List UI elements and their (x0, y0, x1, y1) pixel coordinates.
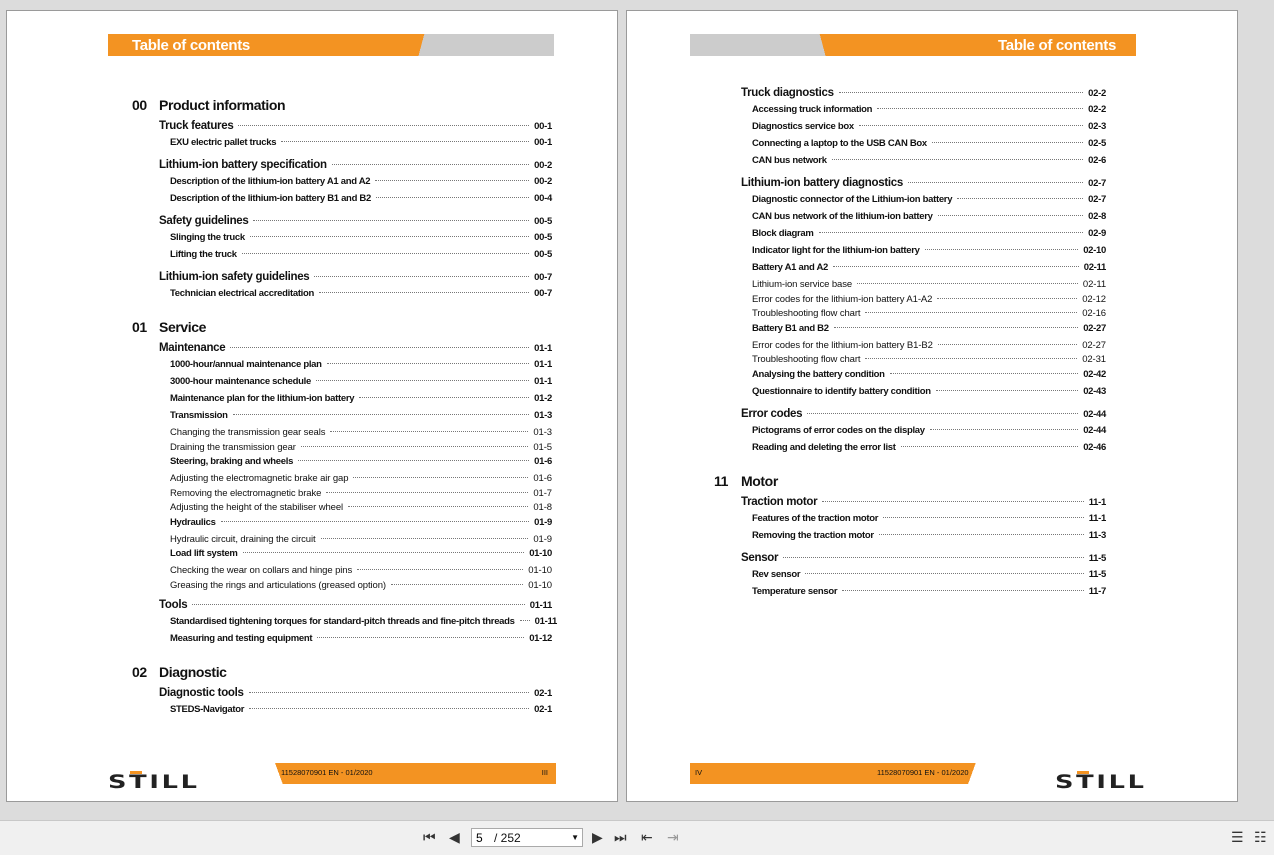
toc-entry-page: 02-44 (1083, 424, 1106, 436)
toc-entry-page: 00-4 (534, 193, 552, 204)
next-page-icon[interactable]: ▶ (592, 829, 603, 845)
dot-leader (221, 521, 530, 522)
toc-entry (752, 262, 1106, 279)
toc-entry-title: Truck features (159, 120, 234, 132)
toc-entry-page: 02-1 (534, 704, 552, 715)
toc-entry-page: 02-11 (1082, 279, 1106, 290)
toc-entry-page: 01-10 (529, 548, 552, 559)
dot-leader (783, 557, 1084, 558)
toc-entry-title: Questionnaire to identify battery condition (752, 385, 931, 397)
toc-section (159, 342, 552, 359)
toc-entry-title: Temperature sensor (752, 585, 838, 597)
toc-entry-title: Safety guidelines (159, 215, 249, 227)
still-logo: STILL (1055, 771, 1147, 793)
toc-section (159, 120, 552, 137)
toc-entry-page: 02-5 (1088, 138, 1106, 149)
dot-leader (819, 232, 1084, 233)
toc-entry (170, 288, 552, 305)
toc-entry-title: Removing the electromagnetic brake (170, 487, 322, 499)
toc-entry-page: 11-1 (1088, 512, 1106, 524)
toc-entry (752, 386, 1106, 403)
toc-entry-page: 01-12 (529, 633, 552, 644)
toc-section (741, 496, 1106, 513)
toc-entry-page: 02-42 (1083, 368, 1106, 380)
chapter-number: 01 (132, 319, 147, 335)
table-of-contents (714, 87, 1106, 603)
toc-entry-page: 02-11 (1083, 262, 1106, 273)
toc-section (159, 215, 552, 232)
page-header-title: Table of contents (998, 37, 1116, 54)
toc-entry (752, 121, 1106, 138)
toc-section (741, 408, 1106, 425)
toc-entry-page: 00-5 (534, 216, 552, 227)
toc-entry (752, 138, 1106, 155)
toc-entry (170, 137, 552, 154)
dot-leader (938, 215, 1084, 216)
toc-entry-title: 3000-hour maintenance schedule (170, 376, 311, 387)
toc-entry-title: Diagnostics service box (752, 121, 854, 132)
toc-entry-title: Error codes (741, 407, 803, 420)
page-selector[interactable] (471, 828, 583, 847)
toc-entry-title: Description of the lithium-ion battery B1 and B2 (170, 193, 371, 204)
toc-section (159, 271, 552, 288)
dot-leader (249, 692, 530, 693)
dot-leader (321, 538, 529, 539)
toc-entry-page: 00-1 (534, 137, 552, 148)
toc-entry-page: 01-3 (534, 410, 552, 421)
dot-leader (832, 159, 1083, 160)
last-page-icon[interactable]: ⏭ (614, 829, 627, 845)
toc-entry (170, 249, 552, 266)
dot-leader (250, 236, 529, 237)
toc-entry-page: 01-5 (533, 441, 552, 453)
toc-entry-page: 01-1 (534, 343, 552, 354)
dot-leader (807, 413, 1078, 414)
back-view-icon[interactable]: ⇤ (641, 829, 653, 845)
dot-leader (805, 573, 1083, 574)
dot-leader (375, 180, 529, 181)
toc-entry-title: Slinging the truck (170, 232, 245, 243)
forward-view-icon[interactable]: ⇥ (667, 829, 679, 845)
toc-entry (170, 548, 552, 565)
chapter-title: Service (159, 319, 207, 335)
toc-entry-title: Maintenance plan for the lithium-ion battery (170, 393, 355, 404)
toc-entry-page: 01-10 (528, 565, 552, 576)
toc-entry (752, 245, 1106, 262)
footer-page-number: IV (695, 768, 703, 777)
dot-leader (859, 125, 1083, 126)
toc-entry-page: 02-31 (1082, 354, 1106, 365)
toc-entry (752, 513, 1106, 530)
previous-page-icon[interactable]: ◀ (449, 829, 460, 845)
chapter-title: Motor (741, 472, 778, 489)
dot-leader (937, 298, 1077, 299)
toc-entry-title: Reading and deleting the error list (752, 441, 896, 453)
dot-leader (883, 517, 1084, 518)
toc-entry (170, 393, 552, 410)
toc-entry (752, 340, 1106, 355)
dot-leader (314, 276, 529, 277)
toc-entry-page: 00-1 (534, 121, 552, 132)
toc-entry (752, 228, 1106, 245)
toc-entry-page: 11-5 (1088, 568, 1106, 580)
toc-entry-page: 02-10 (1083, 245, 1106, 256)
toc-entry-title: Tools (159, 599, 188, 611)
dot-leader (879, 534, 1084, 535)
toc-section (159, 599, 552, 616)
chapter-title: Diagnostic (159, 664, 227, 680)
toc-entry-title: Checking the wear on collars and hinge pins (170, 565, 353, 576)
toc-entry-title: Lithium-ion service base (752, 279, 853, 290)
toc-entry-title: Troubleshooting flow chart (752, 354, 861, 365)
page-footer-band (690, 763, 980, 784)
toc-section (741, 552, 1106, 569)
footer-document-number: 11528070901 EN - 01/2020 (877, 768, 969, 777)
toc-entry-title: Measuring and testing equipment (170, 633, 313, 644)
dot-leader (298, 460, 529, 461)
toc-section (159, 159, 552, 176)
toc-entry-page: 00-2 (534, 176, 552, 187)
toc-entry (170, 456, 552, 473)
toc-entry (752, 586, 1106, 603)
toc-entry-title: Lithium-ion safety guidelines (159, 271, 310, 283)
page-total-label: / 252 (494, 830, 521, 845)
toc-entry (752, 294, 1106, 309)
left-page (6, 10, 618, 802)
toc-entry-title: EXU electric pallet trucks (170, 137, 277, 148)
toc-entry-page: 00-7 (534, 288, 552, 299)
toc-entry-title: Diagnostic connector of the Lithium-ion battery (752, 194, 953, 205)
toc-entry (170, 442, 552, 457)
toc-entry-page: 02-44 (1083, 408, 1106, 420)
dot-leader (901, 446, 1079, 447)
toc-entry-title: Error codes for the lithium-ion battery A1-A2 (752, 293, 933, 305)
toc-entry-title: Lithium-ion battery specification (159, 159, 327, 171)
toc-entry (752, 354, 1106, 369)
dot-leader (359, 397, 529, 398)
toc-chapter (132, 664, 552, 682)
toc-entry-title: Steering, braking and wheels (170, 456, 294, 467)
toc-entry (170, 616, 557, 633)
toc-entry-title: Adjusting the electromagnetic brake air gap (170, 473, 349, 484)
dot-leader (932, 142, 1083, 143)
toc-entry-page: 02-9 (1088, 228, 1106, 239)
dot-leader (243, 552, 525, 553)
toc-entry-title: Draining the transmission gear (170, 441, 296, 453)
toc-entry (752, 308, 1106, 323)
toc-entry-page: 01-1 (534, 376, 552, 387)
still-logo: STILL (108, 771, 200, 793)
toc-entry-title: Battery B1 and B2 (752, 322, 829, 334)
toc-entry-title: Standardised tightening torques for standard-pitch threads and fine-pitch threads (170, 616, 515, 627)
toc-entry-page: 01-7 (533, 487, 552, 499)
dot-leader (839, 92, 1083, 93)
toc-entry-title: Greasing the rings and articulations (greased option) (170, 579, 386, 591)
toc-entry-page: 11-3 (1088, 529, 1106, 541)
toc-entry-page: 00-5 (534, 232, 552, 243)
toc-entry-page: 01-6 (533, 473, 552, 484)
toc-entry (170, 193, 552, 210)
dot-leader (348, 506, 528, 507)
toc-entry-page: 01-6 (534, 456, 552, 467)
page-header-band (690, 34, 1136, 56)
toc-section (741, 87, 1106, 104)
dot-leader (332, 164, 529, 165)
toc-entry-page: 01-11 (534, 616, 557, 627)
toc-entry-page: 01-8 (533, 502, 552, 513)
toc-entry-title: Pictograms of error codes on the display (752, 424, 925, 436)
toc-entry-title: Lifting the truck (170, 249, 237, 260)
continuous-view-icon[interactable]: ☷ (1254, 829, 1267, 845)
toc-entry-page: 11-1 (1088, 496, 1106, 508)
toc-entry-page: 02-3 (1088, 121, 1106, 132)
toc-entry (170, 488, 552, 503)
first-page-icon[interactable]: ⏮ (423, 829, 436, 845)
toc-entry-title: Removing the traction motor (752, 529, 874, 541)
toc-entry-title: Technician electrical accreditation (170, 288, 315, 299)
table-of-contents (132, 87, 557, 721)
toc-entry-page: 02-6 (1088, 155, 1106, 166)
dot-leader (242, 253, 529, 254)
dot-leader (301, 446, 529, 447)
toc-entry (170, 517, 552, 534)
toc-entry (752, 323, 1106, 340)
dot-leader (957, 198, 1083, 199)
toc-entry (170, 427, 552, 442)
dot-leader (938, 344, 1077, 345)
toc-entry-title: Description of the lithium-ion battery A1 and A2 (170, 176, 371, 187)
toc-chapter (132, 97, 552, 115)
dot-leader (253, 220, 529, 221)
toc-entry (752, 442, 1106, 459)
toc-entry-page: 02-7 (1088, 178, 1106, 189)
chapter-title: Product information (159, 97, 286, 113)
toc-entry-title: Adjusting the height of the stabiliser wheel (170, 502, 344, 513)
toc-entry-page: 02-8 (1088, 211, 1106, 222)
toc-entry-title: CAN bus network (752, 155, 827, 166)
dot-leader (327, 363, 530, 364)
toc-entry (170, 176, 552, 193)
toc-entry-page: 02-7 (1088, 194, 1106, 205)
dot-leader (925, 249, 1079, 250)
toc-entry-page: 02-46 (1083, 441, 1106, 453)
toc-entry-title: Error codes for the lithium-ion battery B1-B2 (752, 339, 933, 351)
toc-entry-title: Block diagram (752, 228, 814, 239)
dot-leader (833, 266, 1079, 267)
dot-leader (520, 620, 530, 621)
dot-leader (391, 584, 523, 585)
toc-entry (752, 211, 1106, 228)
dot-leader (822, 501, 1083, 502)
dot-leader (877, 108, 1083, 109)
toc-entry-title: Battery A1 and A2 (752, 262, 829, 273)
toc-entry (170, 565, 552, 580)
dot-leader (936, 390, 1078, 391)
dot-leader (238, 125, 529, 126)
toc-entry (170, 410, 552, 427)
dot-leader (192, 604, 524, 605)
toc-entry (170, 502, 552, 517)
toc-entry (752, 530, 1106, 547)
toc-entry-title: Connecting a laptop to the USB CAN Box (752, 138, 927, 149)
toc-entry (170, 580, 552, 595)
toc-entry-title: Load lift system (170, 548, 238, 559)
toc-entry (752, 194, 1106, 211)
chapter-number: 11 (714, 472, 728, 489)
toc-entry-title: Features of the traction motor (752, 512, 879, 524)
dot-leader (357, 569, 523, 570)
toc-entry-page: 02-43 (1083, 385, 1106, 397)
toc-entry-page: 02-16 (1082, 308, 1106, 319)
toc-entry-title: Analysing the battery condition (752, 368, 885, 380)
toc-entry-page: 01-10 (528, 579, 552, 591)
dot-leader (330, 431, 528, 432)
dot-leader (865, 358, 1077, 359)
chevron-down-icon[interactable]: ▼ (571, 833, 579, 842)
toc-entry-page: 00-7 (534, 272, 552, 283)
toc-entry-title: Lithium-ion battery diagnostics (741, 177, 903, 189)
toc-entry (752, 279, 1106, 294)
toc-entry-page: 11-7 (1088, 585, 1106, 597)
toc-entry-title: Hydraulics (170, 516, 216, 528)
dot-leader (865, 312, 1077, 313)
toc-entry-title: Hydraulic circuit, draining the circuit (170, 533, 316, 545)
toc-entry-page: 01-2 (534, 393, 552, 404)
toc-entry-page: 01-9 (534, 516, 552, 528)
toc-entry-page: 00-5 (534, 249, 552, 260)
toc-entry-title: Rev sensor (752, 568, 801, 580)
page-header-band (108, 34, 554, 56)
toc-entry (170, 534, 552, 549)
chapter-number: 00 (132, 97, 147, 113)
footer-page-number: III (541, 768, 548, 777)
dot-leader (930, 429, 1078, 430)
toc-entry (752, 369, 1106, 386)
toc-entry (752, 104, 1106, 121)
toc-entry (170, 232, 552, 249)
page-header-title: Table of contents (132, 37, 250, 54)
toc-entry (752, 569, 1106, 586)
toc-chapter (132, 319, 552, 337)
page-footer-band (271, 763, 556, 784)
toc-entry-title: Transmission (170, 410, 228, 421)
dot-leader (890, 373, 1079, 374)
toc-entry (170, 359, 552, 376)
dot-leader (908, 182, 1083, 183)
toc-entry (170, 473, 552, 488)
dot-leader (857, 283, 1078, 284)
toc-entry-page: 01-9 (533, 533, 552, 545)
toc-section (741, 177, 1106, 194)
toc-entry-page: 01-1 (534, 359, 552, 370)
toc-entry (170, 633, 552, 650)
toc-entry (752, 155, 1106, 172)
dot-leader (353, 477, 528, 478)
dot-leader (842, 590, 1083, 591)
toc-entry-title: Diagnostic tools (159, 687, 244, 699)
dot-leader (317, 637, 524, 638)
dot-leader (834, 327, 1078, 328)
right-page (626, 10, 1238, 802)
dot-leader (249, 708, 529, 709)
dot-leader (319, 292, 529, 293)
toc-entry (170, 376, 552, 393)
toc-entry-title: Maintenance (159, 342, 226, 354)
toc-entry-page: 02-12 (1082, 293, 1106, 305)
toc-entry-title: Truck diagnostics (741, 87, 834, 99)
single-page-view-icon[interactable]: ☰ (1231, 829, 1244, 845)
toc-entry-title: 1000-hour/annual maintenance plan (170, 359, 322, 370)
viewer-toolbar (0, 820, 1274, 855)
toc-entry-page: 11-5 (1088, 552, 1106, 564)
toc-entry (170, 704, 552, 721)
toc-entry-page: 02-27 (1082, 339, 1106, 351)
toc-entry-page: 02-2 (1088, 88, 1106, 99)
toc-entry-title: Sensor (741, 551, 779, 564)
toc-entry-page: 01-3 (533, 427, 552, 438)
dot-leader (326, 492, 528, 493)
dot-leader (230, 347, 529, 348)
chapter-number: 02 (132, 664, 147, 680)
dot-leader (233, 414, 530, 415)
toc-entry-page: 02-1 (534, 688, 552, 699)
footer-document-number: 11528070901 EN - 01/2020 (281, 768, 373, 777)
toc-section (159, 687, 552, 704)
toc-entry-page: 02-27 (1083, 322, 1106, 334)
toc-entry-title: STEDS-Navigator (170, 704, 245, 715)
toc-entry-page: 01-11 (529, 600, 552, 611)
toc-entry-page: 00-2 (534, 160, 552, 171)
toc-chapter (714, 473, 1106, 491)
toc-entry-title: Accessing truck information (752, 104, 873, 115)
toc-entry-title: Troubleshooting flow chart (752, 308, 861, 319)
toc-entry-page: 02-2 (1088, 104, 1106, 115)
toc-entry-title: Traction motor (741, 495, 818, 508)
dot-leader (376, 197, 529, 198)
toc-entry (752, 425, 1106, 442)
toc-entry-title: Changing the transmission gear seals (170, 427, 326, 438)
dot-leader (316, 380, 529, 381)
toc-entry-title: Indicator light for the lithium-ion battery (752, 245, 920, 256)
toc-entry-title: CAN bus network of the lithium-ion battery (752, 211, 933, 222)
dot-leader (281, 141, 529, 142)
